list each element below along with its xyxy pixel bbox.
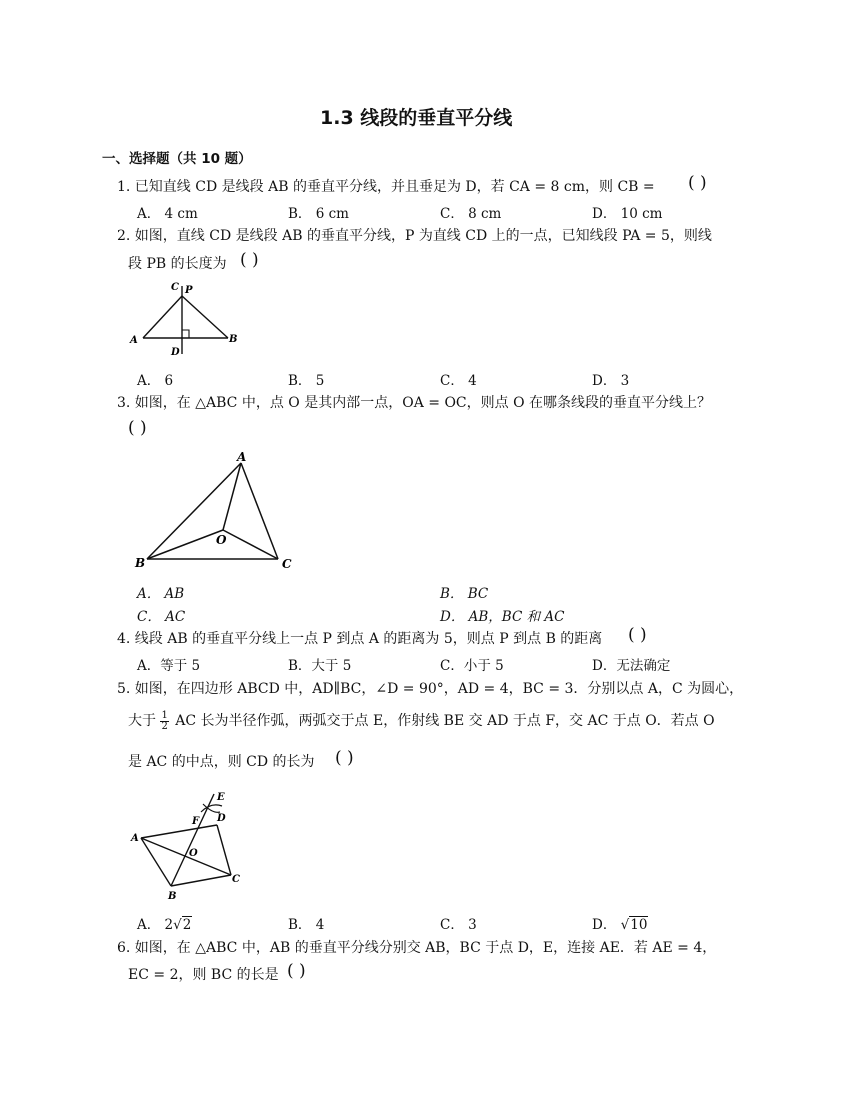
q5-option-a[interactable] bbox=[137, 913, 192, 933]
q1-option-c[interactable]: C． 8 cm bbox=[440, 206, 502, 222]
q5-label-d: D bbox=[217, 813, 226, 824]
q5-option-d-radicand: 10 bbox=[630, 917, 648, 933]
q4-option-d[interactable]: D．无法确定 bbox=[592, 658, 671, 674]
q6-answer-paren[interactable]: ( ) bbox=[287, 961, 306, 981]
q3-label-b: B bbox=[135, 556, 146, 570]
q5-stem-line3: 是 AC 的中点，则 CD 的长为 bbox=[128, 754, 315, 770]
q2-label-b: B bbox=[229, 334, 238, 345]
q2-stem-line2: 段 PB 的长度为 bbox=[128, 256, 227, 272]
page-title: 1.3 线段的垂直平分线 bbox=[320, 107, 513, 129]
q5-fraction-denominator: 2 bbox=[161, 720, 168, 732]
q2-option-c[interactable]: C． 4 bbox=[440, 373, 477, 389]
q5-label-o: O bbox=[189, 848, 198, 859]
sqrt-icon: √ bbox=[173, 917, 182, 933]
q5-option-b[interactable]: B． 4 bbox=[288, 917, 325, 933]
q3-figure bbox=[130, 448, 300, 574]
q4-option-c[interactable]: C．小于 5 bbox=[440, 658, 504, 674]
q5-option-d-prefix: D． bbox=[592, 917, 621, 933]
q5-option-a-radicand: 2 bbox=[182, 917, 192, 933]
q5-option-c[interactable]: C． 3 bbox=[440, 917, 477, 933]
q5-fraction-numerator: 1 bbox=[161, 709, 168, 721]
q3-option-a[interactable]: A． AB bbox=[137, 586, 185, 602]
q2-answer-paren[interactable]: ( ) bbox=[240, 250, 259, 270]
q5-label-a: A bbox=[131, 833, 139, 844]
q2-label-a: A bbox=[130, 335, 138, 346]
q1-stem: 1. 已知直线 CD 是线段 AB 的垂直平分线，并且垂足为 D，若 CA = 8 cm，则 CB = bbox=[117, 179, 655, 195]
q5-label-b: B bbox=[168, 891, 177, 902]
q6-stem-line2: EC = 2，则 BC 的长是 bbox=[128, 967, 279, 983]
q4-stem: 4. 线段 AB 的垂直平分线上一点 P 到点 A 的距离为 5，则点 P 到点 B 的距离 bbox=[117, 631, 603, 647]
section-heading: 一、选择题（共 10 题） bbox=[102, 151, 252, 167]
q5-label-f: F bbox=[192, 816, 200, 827]
q1-option-d[interactable]: D． 10 cm bbox=[592, 206, 663, 222]
q2-option-d[interactable]: D． 3 bbox=[592, 373, 630, 389]
q2-label-p: P bbox=[185, 285, 193, 296]
q5-label-e: E bbox=[217, 792, 225, 803]
q5-line2-post: AC 长为半径作弧，两弧交于点 E，作射线 BE 交 AD 于点 F，交 AC 于点 O．若点 O bbox=[175, 713, 715, 729]
q5-figure bbox=[125, 786, 250, 902]
q1-option-b[interactable]: B． 6 cm bbox=[288, 206, 349, 222]
q1-answer-paren[interactable]: ( ) bbox=[688, 173, 707, 193]
q2-label-d: D bbox=[171, 347, 180, 358]
q4-answer-paren[interactable]: ( ) bbox=[628, 625, 647, 645]
q2-label-c: C bbox=[171, 282, 179, 293]
q3-answer-paren[interactable]: ( ) bbox=[128, 418, 147, 438]
q3-option-c[interactable]: C． AC bbox=[137, 609, 186, 625]
q2-stem-line1: 2. 如图，直线 CD 是线段 AB 的垂直平分线，P 为直线 CD 上的一点，已知线段 PA = 5，则线 bbox=[117, 228, 712, 244]
q5-line2-pre: 大于 bbox=[128, 713, 156, 729]
q4-option-a[interactable]: A．等于 5 bbox=[137, 658, 201, 674]
q5-option-a-prefix: A． 2 bbox=[137, 917, 174, 933]
q5-option-d[interactable] bbox=[592, 913, 648, 933]
q3-label-o: O bbox=[216, 533, 227, 547]
q5-fraction bbox=[160, 711, 168, 732]
q4-option-b[interactable]: B．大于 5 bbox=[288, 658, 352, 674]
q5-stem-line2 bbox=[128, 710, 715, 732]
q3-label-a: A bbox=[237, 450, 247, 464]
q3-option-b[interactable]: B． BC bbox=[440, 586, 489, 602]
q6-stem-line1: 6. 如图，在 △ABC 中，AB 的垂直平分线分别交 AB，BC 于点 D，E，连接 AE．若 AE = 4， bbox=[117, 940, 717, 956]
q3-label-c: C bbox=[282, 557, 292, 571]
q2-figure bbox=[125, 278, 245, 360]
q5-stem-line1: 5. 如图，在四边形 ABCD 中，AD∥BC，∠D = 90°，AD = 4，BC = 3．分别以点 A，C 为圆心， bbox=[117, 681, 744, 697]
q5-label-c: C bbox=[232, 874, 240, 885]
sqrt-icon: √ bbox=[620, 917, 630, 933]
q2-option-a[interactable]: A． 6 bbox=[137, 373, 174, 389]
q5-answer-paren[interactable]: ( ) bbox=[335, 748, 354, 768]
q2-option-b[interactable]: B． 5 bbox=[288, 373, 325, 389]
q1-option-a[interactable]: A． 4 cm bbox=[137, 206, 198, 222]
q3-stem-line1: 3. 如图，在 △ABC 中，点 O 是其内部一点，OA = OC，则点 O 在哪条线段的垂直平分线上？ bbox=[117, 395, 712, 411]
q3-option-d[interactable]: D． AB，BC 和 AC bbox=[440, 609, 565, 625]
